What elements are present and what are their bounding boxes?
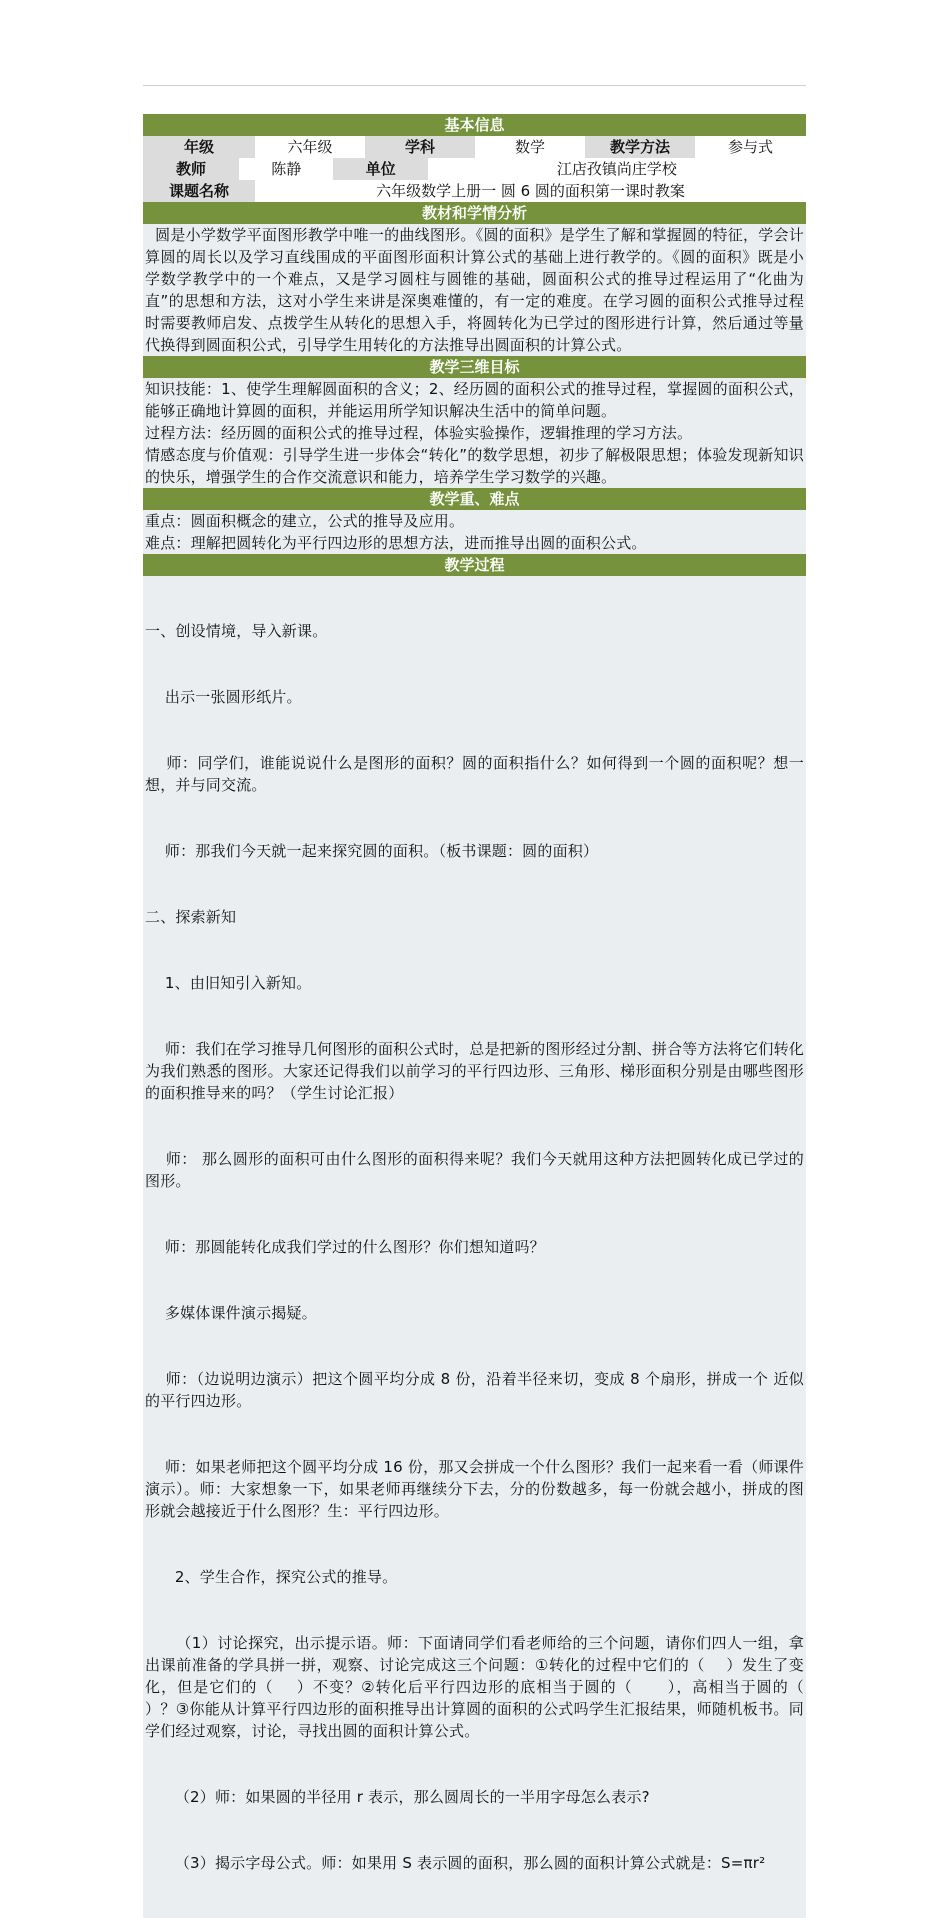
- process-section: [143, 576, 834, 1918]
- process-line: 师：那我们今天就一起来探究圆的面积。（板书课题：圆的面积）: [145, 842, 599, 860]
- difficult-point: 难点：理解把圆转化为平行四边形的思想方法，进而推导出圆的面积公式。: [145, 534, 647, 552]
- unit-label: 单位: [333, 158, 427, 180]
- process-line: 多媒体课件演示揭疑。: [145, 1304, 317, 1322]
- unit-value: 江店孜镇尚庄学校: [428, 158, 806, 180]
- teacher-label: 教师: [143, 158, 239, 180]
- analysis-text: 圆是小学数学平面图形教学中唯一的曲线图形。《圆的面积》是学生了解和掌握圆的特征，学会计算圆的周长以及学习直线围成的平面图形面积计算公式的基础上进行教学的。《圆的面积》既是小学数学教学中的一个难点，又是学习圆柱与圆锥的基础，圆面积公式的推导过程运用了“化曲为直”的思想和方法，这对小学生来讲是深奥难懂的，有一定的难度。在学习圆的面积公式推导过程时需要教师启发、点拨学生从转化的思想入手，将圆转化为已学过的图形进行计算，然后通过等量代换得到圆面积公式，引导学生用转化的方法推导出圆面积的计算公式。: [145, 226, 805, 354]
- grade-value: 六年级: [255, 136, 365, 158]
- info-row-2: [143, 158, 806, 180]
- process-line: 一、创设情境，导入新课。: [145, 622, 328, 640]
- goal-emotion: 情感态度与价值观：引导学生进一步体会“转化”的数学思想，初步了解极限思想；体验发现新知识的快乐，增强学生的合作交流意识和能力，培养学生学习数学的兴趣。: [145, 446, 804, 486]
- lesson-plan-table: [143, 114, 834, 1918]
- key-points-header: 教学重、难点: [143, 488, 806, 510]
- goals-header: 教学三维目标: [143, 356, 806, 378]
- grade-label: 年级: [143, 136, 255, 158]
- method-value: 参与式: [695, 136, 806, 158]
- key-points-section: [143, 510, 806, 554]
- process-line: （2）师：如果圆的半径用 r 表示，那么圆周长的一半用字母怎么表示?: [145, 1788, 650, 1806]
- process-line: 1、由旧知引入新知。: [145, 974, 312, 992]
- basic-info-header: 基本信息: [143, 114, 806, 136]
- process-line: 师：如果老师把这个圆平均分成 16 份，那又会拼成一个什么图形？我们一起来看一看（师课件演示）。师：大家想象一下，如果老师再继续分下去，分的份数越多，每一份就会越小，拼成的图形就会越接近于什么图形？生：平行四边形。: [145, 1458, 804, 1520]
- process-line: （1）讨论探究，出示提示语。师：下面请同学们看老师给的三个问题，请你们四人一组，拿出课前准备的学具拼一拼，观察、讨论完成这三个问题：①转化的过程中它们的（ ）发生了变化，但是它们的（ ）不变？②转化后平行四边形的底相当于圆的（ ），高相当于圆的（ ）？③你能从计算平行四边形的面积推导出计算圆的面积的公式吗学生汇报结果，师随机板书。同学们经过观察，讨论，寻找出圆的面积计算公式。: [145, 1634, 834, 1740]
- process-line: 二、探索新知: [145, 908, 237, 926]
- process-line: 师： 那么圆形的面积可由什么图形的面积得来呢？我们今天就用这种方法把圆转化成已学过的图形。: [145, 1150, 804, 1190]
- info-row-1: [143, 136, 806, 158]
- analysis-section: [143, 224, 806, 356]
- subject-label: 学科: [365, 136, 475, 158]
- key-point: 重点：圆面积概念的建立，公式的推导及应用。: [145, 512, 465, 530]
- process-line: 2、学生合作，探究公式的推导。: [145, 1568, 398, 1586]
- topic-label: 课题名称: [143, 180, 255, 202]
- info-row-3: [143, 180, 806, 202]
- top-rule: [143, 85, 806, 86]
- goals-section: [143, 378, 806, 488]
- goal-process: 过程方法：经历圆的面积公式的推导过程，体验实验操作，逻辑推理的学习方法。: [145, 424, 693, 442]
- goal-knowledge: 知识技能：1、使学生理解圆面积的含义；2、经历圆的面积公式的推导过程，掌握圆的面积公式，能够正确地计算圆的面积，并能运用所学知识解决生活中的简单问题。: [145, 380, 804, 420]
- process-line: 师：那圆能转化成我们学过的什么图形？你们想知道吗？: [145, 1238, 545, 1256]
- process-line: 师：我们在学习推导几何图形的面积公式时，总是把新的图形经过分割、拼合等方法将它们转化为我们熟悉的图形。大家还记得我们以前学习的平行四边形、三角形、梯形面积分别是由哪些图形的面积推导来的吗？（学生讨论汇报）: [145, 1040, 804, 1102]
- topic-value: 六年级数学上册一 圆 6 圆的面积第一课时教案: [255, 180, 806, 202]
- process-line: 师：（边说明边演示）把这个圆平均分成 8 份，沿着半径来切，变成 8 个扇形，拼成一个 近似的平行四边形。: [145, 1370, 804, 1410]
- process-line: 出示一张圆形纸片。: [145, 688, 302, 706]
- process-line: 师：同学们，谁能说说什么是图形的面积？圆的面积指什么？如何得到一个圆的面积呢？想一想，并与同交流。: [145, 754, 804, 794]
- process-line: （3）揭示字母公式。师：如果用 S 表示圆的面积，那么圆的面积计算公式就是：S=πr²: [145, 1854, 766, 1872]
- analysis-header: 教材和学情分析: [143, 202, 806, 224]
- method-label: 教学方法: [585, 136, 695, 158]
- teacher-value: 陈静: [239, 158, 333, 180]
- subject-value: 数学: [475, 136, 585, 158]
- process-header: 教学过程: [143, 554, 806, 576]
